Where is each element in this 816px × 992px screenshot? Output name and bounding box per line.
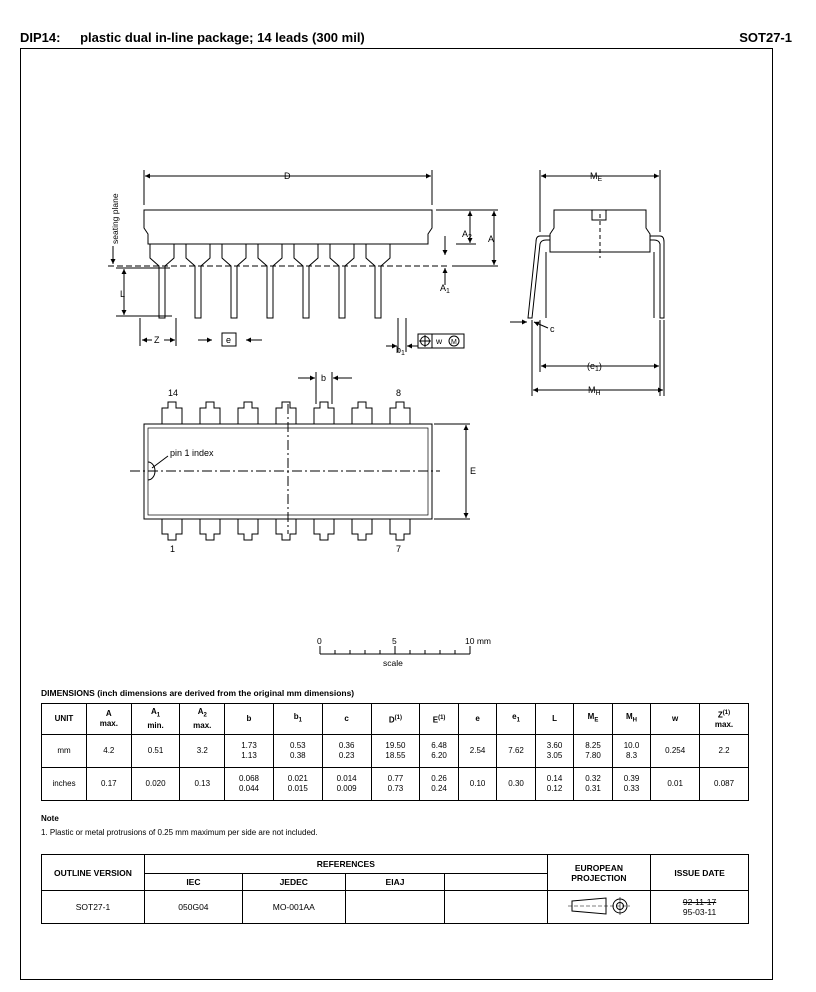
label-c: c <box>550 324 555 334</box>
label-seating-plane: seating plane <box>110 193 120 244</box>
top-pin <box>314 402 334 424</box>
label-pin-8: 8 <box>396 388 402 398</box>
label-L: L <box>120 289 126 299</box>
dim-col-header: $Z^{(1)}$ max. <box>700 704 749 735</box>
dim-col-header: $M_E$ <box>574 704 612 735</box>
dim-col-header: A max. <box>87 704 132 735</box>
dim-value-cell: 0.36 0.23 <box>322 735 371 768</box>
label-pin-14: 14 <box>168 388 179 398</box>
top-pin <box>390 402 410 424</box>
label-A: A <box>488 234 495 244</box>
lead <box>222 244 246 318</box>
label-pin-7: 7 <box>396 544 402 554</box>
bottom-pin <box>390 519 410 540</box>
dim-unit-cell: inches <box>42 768 87 801</box>
dim-value-cell: 6.48 6.20 <box>420 735 458 768</box>
references-header: REFERENCES <box>144 855 547 874</box>
lead <box>258 244 282 318</box>
bottom-pin <box>238 519 258 540</box>
label-Z: Z <box>154 335 160 345</box>
dim-value-cell: 10.0 8.3 <box>612 735 650 768</box>
dim-value-cell: 3.2 <box>180 735 225 768</box>
dim-value-cell: 0.77 0.73 <box>371 768 420 801</box>
eiaj-header: EIAJ <box>345 874 445 891</box>
european-projection-header: EUROPEAN PROJECTION <box>547 855 650 891</box>
dim-value-cell: 8.25 7.80 <box>574 735 612 768</box>
label-b: b <box>321 373 327 383</box>
bottom-pin <box>352 519 372 540</box>
label-M-circle: M <box>451 339 457 346</box>
dim-value-cell: 0.14 0.12 <box>535 768 573 801</box>
label-e1: $(e_1)$ <box>587 361 602 373</box>
label-pin-1: 1 <box>170 544 176 554</box>
dim-col-header: $A_1$ min. <box>131 704 180 735</box>
dim-value-cell: 1.73 1.13 <box>225 735 274 768</box>
jedec-header: JEDEC <box>242 874 345 891</box>
label-pin1-index: pin 1 index <box>170 448 214 458</box>
dim-value-cell: 0.254 <box>651 735 700 768</box>
dim-col-header: c <box>322 704 371 735</box>
dim-value-cell: 0.087 <box>700 768 749 801</box>
issue-date-new: 95-03-11 <box>682 907 717 917</box>
dim-value-cell: 0.26 0.24 <box>420 768 458 801</box>
dimensions-table <box>41 703 749 801</box>
projection-symbol-cell <box>547 891 650 924</box>
references-table <box>41 854 749 924</box>
top-pin <box>276 402 296 424</box>
dim-value-cell: 0.014 0.009 <box>322 768 371 801</box>
dimensions-title: DIMENSIONS (inch dimensions are derived from the original mm dimensions) <box>41 688 355 698</box>
projection-symbol-icon <box>566 895 632 917</box>
issue-date-old: 92-11-17 <box>682 897 717 907</box>
dim-value-cell: 0.30 <box>497 768 535 801</box>
iec-header: IEC <box>144 874 242 891</box>
bottom-pin <box>314 519 334 540</box>
label-ME: $M_E$ <box>590 171 603 183</box>
front-view <box>108 170 498 352</box>
dim-col-header: $M_H$ <box>612 704 650 735</box>
lead <box>366 244 390 318</box>
dim-value-cell: 0.17 <box>87 768 132 801</box>
blank-value-cell <box>445 891 547 924</box>
iec-value: 050G04 <box>144 891 242 924</box>
label-b1: $b_1$ <box>396 345 405 357</box>
package-description: plastic dual in-line package; 14 leads (300 mil) <box>80 30 365 45</box>
top-pin <box>162 402 182 424</box>
dim-value-cell: 3.60 3.05 <box>535 735 573 768</box>
dim-col-header: e <box>458 704 496 735</box>
dim-value-cell: 0.020 <box>131 768 180 801</box>
dim-col-header: $e_1$ <box>497 704 535 735</box>
scale-tick-0: 0 <box>317 636 322 646</box>
note-text: 1. Plastic or metal protrusions of 0.25 mm maximum per side are not included. <box>41 828 318 837</box>
dim-value-cell: 2.2 <box>700 735 749 768</box>
label-MH: $M_H$ <box>588 385 601 397</box>
body-outline <box>144 210 432 244</box>
dim-col-header: $E^{(1)}$ <box>420 704 458 735</box>
bottom-pin <box>276 519 296 540</box>
dim-col-header: b <box>225 704 274 735</box>
eiaj-value <box>345 891 445 924</box>
label-A2: $A_2$ <box>462 229 472 241</box>
dim-value-cell: 2.54 <box>458 735 496 768</box>
lead <box>150 244 174 318</box>
lead <box>186 244 210 318</box>
dim-col-header: UNIT <box>42 704 87 735</box>
dim-value-cell: 4.2 <box>87 735 132 768</box>
scale-tick-5: 5 <box>392 636 397 646</box>
end-lead-left <box>528 236 550 318</box>
dim-row <box>42 735 749 768</box>
dim-col-header: w <box>651 704 700 735</box>
label-D: D <box>284 171 291 181</box>
label-e: e <box>226 335 232 345</box>
issue-date-header: ISSUE DATE <box>651 855 749 891</box>
note-title: Note <box>41 814 59 823</box>
blank-reference-cell <box>445 874 547 891</box>
dim-value-cell: 7.62 <box>497 735 535 768</box>
scale-label: scale <box>383 658 403 668</box>
end-lead-right <box>650 236 664 318</box>
dim-value-cell: 0.068 0.044 <box>225 768 274 801</box>
note-block <box>41 814 318 837</box>
dim-value-cell: 0.51 <box>131 735 180 768</box>
dim-col-header: $b_1$ <box>273 704 322 735</box>
body-notch <box>592 210 606 220</box>
dim-unit-cell: mm <box>42 735 87 768</box>
dim-value-cell: 0.32 0.31 <box>574 768 612 801</box>
bottom-pin <box>200 519 220 540</box>
dim-value-cell: 0.13 <box>180 768 225 801</box>
outline-version-header: OUTLINE VERSION <box>42 855 145 891</box>
dim-col-header: L <box>535 704 573 735</box>
dim-col-header: $A_2$ max. <box>180 704 225 735</box>
top-pin <box>200 402 220 424</box>
package-code: DIP14: <box>20 30 61 45</box>
issue-date-cell <box>651 891 749 924</box>
lead <box>330 244 354 318</box>
label-A1: $A_1$ <box>440 283 450 295</box>
label-E: E <box>470 466 477 476</box>
top-pin <box>352 402 372 424</box>
jedec-value: MO-001AA <box>242 891 345 924</box>
bottom-pin <box>162 519 182 540</box>
lead-group <box>150 244 390 318</box>
dim-value-cell: 0.01 <box>651 768 700 801</box>
dim-col-header: $D^{(1)}$ <box>371 704 420 735</box>
top-pin <box>238 402 258 424</box>
dim-value-cell: 0.39 0.33 <box>612 768 650 801</box>
dimensions-header-row <box>42 704 749 735</box>
label-w: w <box>436 336 443 346</box>
scale-bar <box>320 646 470 654</box>
dim-value-cell: 0.53 0.38 <box>273 735 322 768</box>
dim-row <box>42 768 749 801</box>
outline-version-value: SOT27-1 <box>42 891 145 924</box>
outline-code: SOT27-1 <box>739 30 792 45</box>
scale-tick-10: 10 mm <box>465 636 491 646</box>
dim-value-cell: 19.50 18.55 <box>371 735 420 768</box>
dim-value-cell: 0.021 0.015 <box>273 768 322 801</box>
dim-value-cell: 0.10 <box>458 768 496 801</box>
lead <box>294 244 318 318</box>
